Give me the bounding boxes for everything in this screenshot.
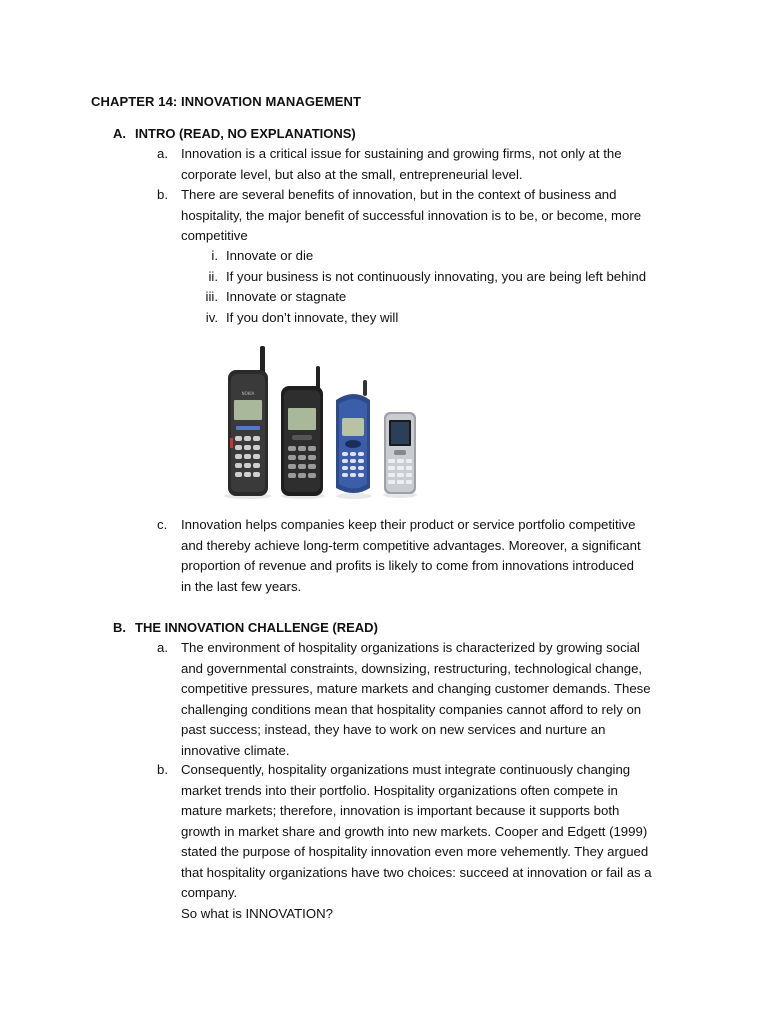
mobile-phones-image [218, 338, 426, 502]
sub-marker: ii. [208, 269, 218, 284]
item-text [181, 515, 687, 597]
section-b-marker: B. [113, 620, 126, 635]
item-text [181, 638, 687, 761]
item-text [181, 760, 687, 924]
text-line: competitive [181, 228, 248, 243]
list-item-a-b [157, 185, 687, 247]
section-b-title: THE INNOVATION CHALLENGE (READ) [135, 620, 378, 635]
text-line: mature markets; therefore, innovation is important because it supports both [181, 803, 620, 818]
text-line: market trends into their portfolio. Hospitality organizations often compete in [181, 782, 618, 798]
text-line: corporate level, but also at the small, entrepreneurial level. [181, 166, 523, 182]
text-line: past success; instead, they have to work on new services and nurture an [181, 722, 606, 737]
list-item-b-b [157, 760, 687, 926]
text-line: The environment of hospitality organizations is characterized by growing social [181, 640, 640, 655]
text-line: innovative climate. [181, 742, 290, 758]
sub-text: Innovate or stagnate [226, 289, 347, 304]
section-b-heading [113, 620, 378, 635]
item-marker: a. [157, 146, 168, 161]
text-line: proportion of revenue and profits is likely to come from innovations introduced [181, 558, 635, 573]
list-item-a-a [157, 144, 687, 186]
text-line: competitive pressures, mature markets and changing customer demands. These [181, 681, 651, 696]
item-text [181, 144, 687, 185]
sub-marker: iv. [205, 310, 218, 325]
text-line: Consequently, hospitality organizations must integrate continuously changing [181, 762, 631, 777]
list-item-b-a [157, 638, 687, 762]
text-line: stated the purpose of hospitality innovation even more vehemently. They argued [181, 844, 649, 859]
text-line: Innovation helps companies keep their product or service portfolio competitive [181, 517, 636, 532]
section-a-marker: A. [113, 126, 126, 141]
sub-text: If you don’t innovate, they will [226, 310, 399, 325]
phone-4 [384, 412, 416, 494]
item-marker: a. [157, 640, 168, 655]
text-line: So what is INNOVATION? [181, 905, 333, 921]
text-line: challenging conditions mean that hospitality companies cannot afford to rely on [181, 701, 642, 717]
item-text [181, 185, 687, 247]
text-line: in the last few years. [181, 578, 302, 594]
text-line: hospitality, the major benefit of successful innovation is to be, or become, more [181, 207, 642, 223]
item-marker: b. [157, 187, 168, 202]
text-line: Innovation is a critical issue for sustaining and growing firms, not only at the [181, 146, 622, 161]
list-item-a-c [157, 515, 687, 599]
sub-text: Innovate or die [226, 248, 314, 263]
text-line: and governmental constraints, downsizing, restructuring, technological change, [181, 660, 643, 676]
sub-marker: i. [211, 248, 218, 263]
text-line: growth in market share and growth into new markets. Cooper and Edgett (1999) [181, 823, 648, 839]
text-line: and thereby achieve long-term competitive advantages. Moreover, a significant [181, 537, 641, 553]
sub-marker: iii. [205, 289, 218, 304]
brand-label: NOKIA [241, 391, 255, 396]
item-marker: c. [157, 517, 168, 532]
text-line: that hospitality organizations have two choices: succeed at innovation or fail as a [181, 864, 652, 880]
text-line: company. [181, 885, 238, 900]
text-line: There are several benefits of innovation, but in the context of business and [181, 187, 617, 202]
section-a-heading [113, 126, 356, 141]
sub-text: If your business is not continuously innovating, you are being left behind [226, 269, 647, 284]
item-marker: b. [157, 762, 168, 777]
chapter-title: CHAPTER 14: INNOVATION MANAGEMENT [91, 94, 362, 109]
section-a-title: INTRO (READ, NO EXPLANATIONS) [135, 126, 356, 141]
